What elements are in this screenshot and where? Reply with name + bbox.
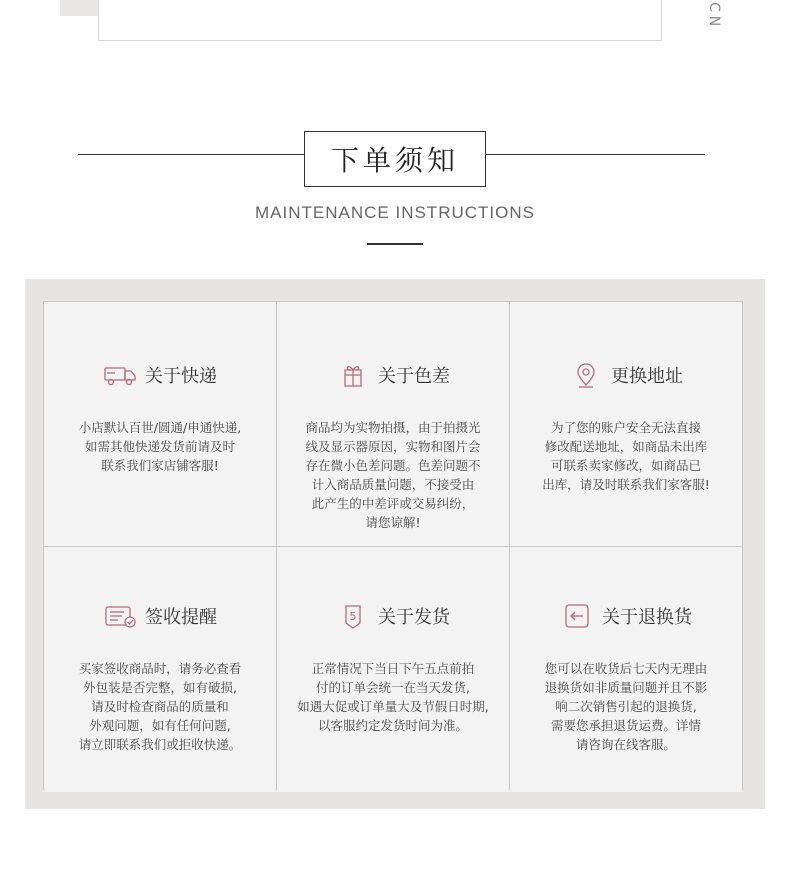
card-line: 以客服约定发货时间为准。 (317, 718, 468, 733)
card-line: 请您谅解! (365, 515, 421, 530)
notice-card-address (510, 302, 742, 546)
card-line: 如遇大促或订单量大及节假日时期, (297, 699, 489, 714)
card-text (295, 659, 491, 735)
vertical-text (704, 0, 724, 30)
card-line: 响二次销售引起的退换货, (555, 699, 697, 714)
card-line: 退换货如非质量问题并且不影 (544, 680, 708, 695)
card-line: 您可以在收货后七天内无理由 (544, 661, 708, 676)
vertical-text-letter: C (706, 2, 722, 12)
card-line: 如需其他快递发货前请及时 (84, 439, 235, 454)
card-title: 关于发货 (378, 607, 450, 628)
truck-icon (103, 362, 137, 388)
card-title: 关于快递 (145, 366, 217, 387)
location-pin-icon (569, 362, 603, 388)
card-line: 为了您的账户安全无法直接 (550, 420, 701, 435)
card-line: 请立即联系我们或拒收快递。 (78, 737, 242, 752)
card-line: 正常情况下当日下午五点前拍 (311, 661, 475, 676)
card-title: 签收提醒 (145, 607, 217, 628)
section-title: 下单须知 (304, 131, 486, 187)
notice-card-express (44, 302, 276, 546)
card-title: 更换地址 (611, 366, 683, 387)
heading-rule-left (78, 154, 305, 155)
product-frame (98, 0, 662, 41)
notice-card-returns (510, 547, 742, 792)
notice-card-color (277, 302, 509, 546)
card-line: 小店默认百世/圆通/申通快递, (78, 420, 242, 435)
svg-text:5: 5 (349, 610, 357, 623)
card-title: 关于退换货 (602, 607, 692, 628)
card-line: 买家签收商品时，请务必查看 (78, 661, 242, 676)
card-line: 出库，请及时联系我们家客服! (542, 477, 710, 492)
card-text (62, 659, 258, 754)
return-arrow-icon (560, 603, 594, 629)
gift-icon (336, 362, 370, 388)
heading-rule-right (485, 154, 705, 155)
card-line: 联系我们家店铺客服! (101, 458, 219, 473)
card-line: 商品均为实物拍摄，由于拍摄光 (305, 420, 481, 435)
card-title: 关于色差 (378, 366, 450, 387)
card-text (528, 659, 724, 754)
five-shield-icon (336, 603, 370, 629)
card-line: 请咨询在线客服。 (575, 737, 676, 752)
card-line: 外包装是否完整，如有破损, (83, 680, 237, 695)
vertical-text-letter: N (706, 15, 722, 27)
section-subtitle: MAINTENANCE INSTRUCTIONS (255, 203, 535, 222)
heading-underline (367, 243, 423, 245)
card-line: 可联系卖家修改，如商品已 (550, 458, 701, 473)
card-text (295, 418, 491, 532)
card-text (528, 418, 724, 494)
notice-card-shipping (277, 547, 509, 792)
card-line: 此产生的中差评或交易纠纷， (311, 496, 475, 511)
card-line: 请及时检查商品的质量和 (91, 699, 229, 714)
card-line: 计入商品质量问题，不接受由 (311, 477, 475, 492)
notice-grid (43, 301, 743, 790)
card-line: 存在微小色差问题。色差问题不 (305, 458, 481, 473)
card-text (62, 418, 258, 475)
card-line: 修改配送地址，如商品未出库 (544, 439, 708, 454)
card-line: 需要您承担退货运费。详情 (550, 718, 701, 733)
signed-document-icon (103, 603, 137, 629)
card-line: 线及显示器原因，实物和图片会 (305, 439, 481, 454)
notice-card-receipt (44, 547, 276, 792)
card-line: 外观问题，如有任何问题, (89, 718, 231, 733)
card-line: 付的订单会统一在当天发货, (316, 680, 470, 695)
